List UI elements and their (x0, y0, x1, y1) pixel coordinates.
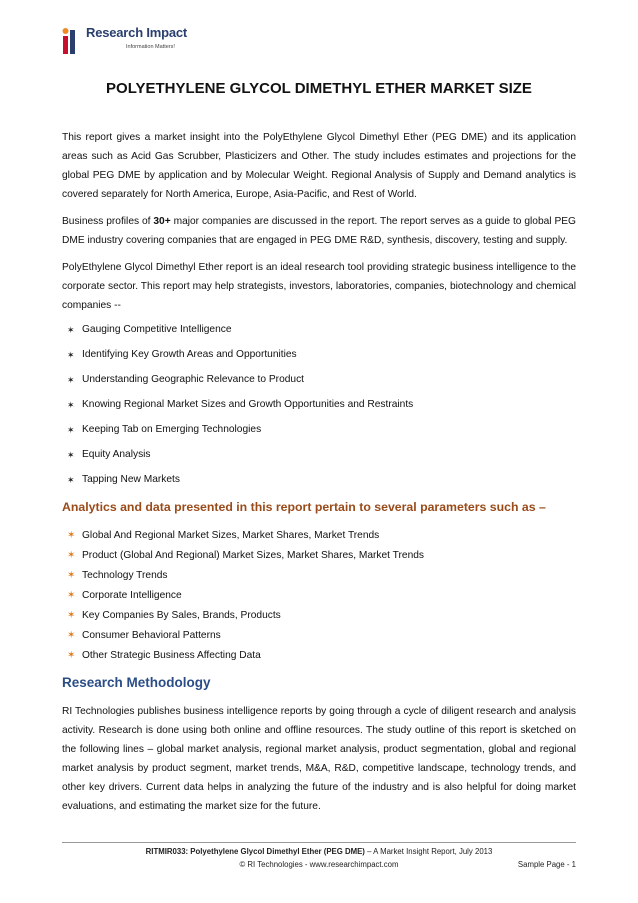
methodology-heading: Research Methodology (62, 675, 211, 690)
list-item (62, 446, 576, 471)
footer-report-code: RITMIR033: Polyethylene Glycol Dimethyl Ether (PEG DME) (145, 847, 365, 856)
report-title: POLYETHYLENE GLYCOL DIMETHYL ETHER MARKET SIZE (106, 80, 532, 97)
orange-star-bullet-icon: ✶ (67, 610, 76, 621)
list-item (62, 321, 576, 346)
orange-star-bullet-icon: ✶ (67, 570, 76, 581)
analytics-heading: Analytics and data presented in this report pertain to several parameters such as – (62, 500, 546, 514)
star-bullet-icon: ✶ (67, 325, 75, 335)
companies-paragraph (62, 212, 576, 250)
list-item (62, 396, 576, 421)
parameter-label: Global And Regional Market Sizes, Market Shares, Market Trends (82, 530, 380, 541)
company-logo (62, 22, 212, 58)
companies-text-start: Business profiles of (62, 216, 154, 227)
benefit-label: Understanding Geographic Relevance to Product (82, 374, 304, 385)
footer-copyright: © RI Technologies - www.researchimpact.com (239, 860, 399, 869)
list-item (62, 527, 576, 547)
benefits-list (62, 321, 576, 496)
orange-star-bullet-icon: ✶ (67, 550, 76, 561)
orange-star-bullet-icon: ✶ (67, 650, 76, 661)
orange-star-bullet-icon: ✶ (67, 530, 76, 541)
footer-report-line (0, 847, 638, 856)
benefit-label: Identifying Key Growth Areas and Opportunities (82, 349, 297, 360)
methodology-paragraph: RI Technologies publishes business intelligence reports by going through a cycle of diligent research and analysis activity. Research is done using both online and offline resources. The study outline of this report is sketched on the following lines – global market analysis, regional market analysis, product segmentation, global and regional market analysis by product segment, market trends, M&A, R&D, competitive landscape, technology trends, and other key drivers. Current data helps in analyzing the future of the industry and is also helpful for doing market evaluations, and estimating the market size for the future. (62, 706, 576, 812)
companies-count: 30+ (153, 216, 171, 227)
logo-mark-icon (62, 26, 80, 54)
parameter-label: Other Strategic Business Affecting Data (82, 650, 261, 661)
star-bullet-icon: ✶ (67, 450, 75, 460)
parameter-label: Technology Trends (82, 570, 168, 581)
orange-star-bullet-icon: ✶ (67, 590, 76, 601)
star-bullet-icon: ✶ (67, 375, 75, 385)
star-bullet-icon: ✶ (67, 350, 75, 360)
companies-text-end: major companies are discussed in the report. The report serves as a guide to global PEG DME industry covering companies that are engaged in PEG DME R&D, synthesis, discovery, testing and supply. (62, 216, 576, 246)
list-item (62, 371, 576, 396)
list-item (62, 627, 576, 647)
list-item (62, 346, 576, 371)
star-bullet-icon: ✶ (67, 475, 75, 485)
list-item (62, 587, 576, 607)
parameter-label: Consumer Behavioral Patterns (82, 630, 221, 641)
page-number: Sample Page - 1 (517, 860, 576, 869)
list-item (62, 607, 576, 627)
parameters-list (62, 527, 576, 667)
benefit-label: Keeping Tab on Emerging Technologies (82, 424, 262, 435)
audience-paragraph: PolyEthylene Glycol Dimethyl Ether report is an ideal research tool providing strategic business intelligence to the corporate sector. This report may help strategists, investors, laboratories, companies, biotechnology and chemical companies -- (62, 262, 576, 311)
star-bullet-icon: ✶ (67, 400, 75, 410)
benefit-label: Equity Analysis (82, 449, 151, 460)
benefit-label: Gauging Competitive Intelligence (82, 324, 232, 335)
parameter-label: Corporate Intelligence (82, 590, 182, 601)
list-item (62, 421, 576, 446)
footer-report-desc: – A Market Insight Report, July 2013 (364, 847, 493, 856)
intro-paragraph: This report gives a market insight into the PolyEthylene Glycol Dimethyl Ether (PEG DME) and its application areas such as Acid Gas Scrubber, Plasticizers and Other. The study includes estimates and projections for the global PEG DME by application and by Molecular Weight. Regional Analysis of Supply and Demand analytics is covered separately for North America, Europe, Asia-Pacific, and Rest of World. (62, 132, 576, 200)
parameter-label: Product (Global And Regional) Market Sizes, Market Shares, Market Trends (82, 550, 424, 561)
logo-tagline: Information Matters! (126, 44, 175, 50)
benefit-label: Tapping New Markets (82, 474, 180, 485)
footer-divider (62, 842, 576, 843)
orange-star-bullet-icon: ✶ (67, 630, 76, 641)
list-item (62, 547, 576, 567)
parameter-label: Key Companies By Sales, Brands, Products (82, 610, 281, 621)
list-item (62, 647, 576, 667)
benefit-label: Knowing Regional Market Sizes and Growth Opportunities and Restraints (82, 399, 414, 410)
list-item (62, 471, 576, 496)
list-item (62, 567, 576, 587)
report-body (62, 128, 576, 824)
star-bullet-icon: ✶ (67, 425, 75, 435)
logo-title: Research Impact (86, 25, 188, 40)
